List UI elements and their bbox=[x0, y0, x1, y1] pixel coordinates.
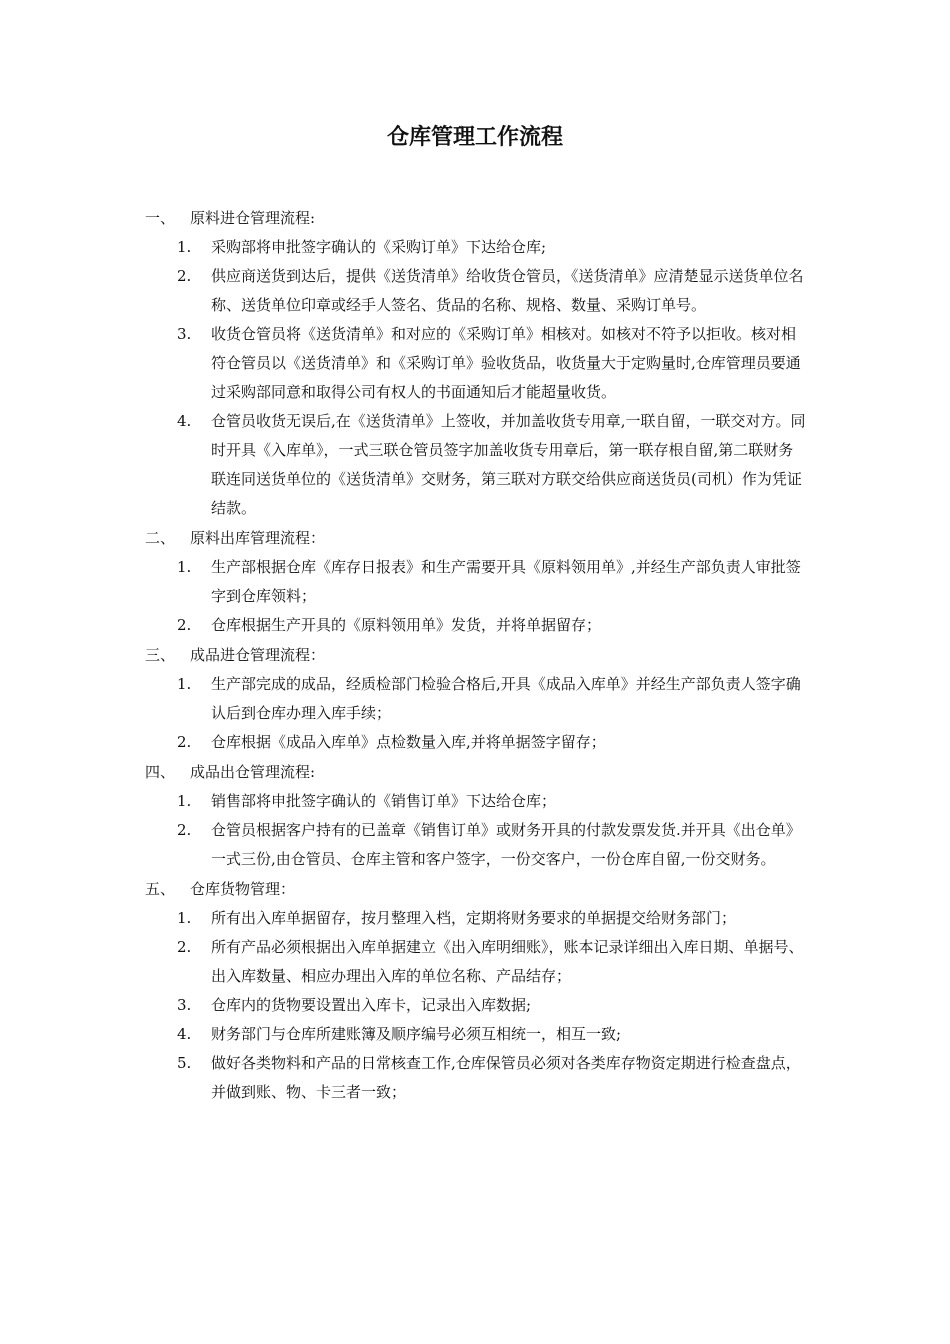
list-item-number: 2. bbox=[177, 616, 192, 634]
section-heading bbox=[0, 203, 950, 233]
list-item bbox=[0, 1049, 950, 1107]
section-1 bbox=[0, 203, 950, 523]
list-item-text: 做好各类物料和产品的日常核查工作,仓库保管员必须对各类库存物资定期进行检查盘点，并做到账、物、卡三者一致； bbox=[211, 1054, 801, 1101]
section-heading bbox=[0, 523, 950, 553]
list-item bbox=[0, 320, 950, 407]
list-item-text: 财务部门与仓库所建账簿及顺序编号必须互相统一，相互一致; bbox=[211, 1025, 622, 1043]
section-number: 一、 bbox=[145, 209, 176, 227]
list-item-text: 收货仓管员将《送货清单》和对应的《采购订单》相核对。如核对不符予以拒收。核对相符仓管员以《送货清单》和《采购订单》验收货品，收货量大于定购量时,仓库管理员要通过采购部同意和取得公司有权人的书面通知后才能超量收货。 bbox=[211, 325, 801, 401]
list-item-number: 2. bbox=[177, 733, 192, 751]
list-item bbox=[0, 233, 950, 262]
section-heading bbox=[0, 874, 950, 904]
list-item-number: 1. bbox=[177, 675, 192, 693]
list-item-number: 2. bbox=[177, 267, 192, 285]
section-number: 五、 bbox=[145, 880, 176, 898]
section-number: 二、 bbox=[145, 529, 176, 547]
section-number: 四、 bbox=[145, 763, 176, 781]
list-item-text: 仓库内的货物要设置出入库卡，记录出入库数据; bbox=[211, 996, 532, 1014]
document-body bbox=[0, 203, 950, 1107]
list-item bbox=[0, 787, 950, 816]
list-item-text: 仓管员根据客户持有的已盖章《销售订单》或财务开具的付款发票发货.并开具《出仓单》一式三份,由仓管员、仓库主管和客户签字，一份交客户，一份仓库自留,一份交财务。 bbox=[211, 821, 801, 868]
section-title: 原料出库管理流程： bbox=[190, 529, 326, 547]
list-item bbox=[0, 262, 950, 320]
list-item-number: 1. bbox=[177, 558, 192, 576]
list-item-number: 4. bbox=[177, 412, 192, 430]
list-item-text: 供应商送货到达后，提供《送货清单》给收货仓管员，《送货清单》应清楚显示送货单位名称、送货单位印章或经手人签名、货品的名称、规格、数量、采购订单号。 bbox=[211, 267, 804, 314]
section-5 bbox=[0, 874, 950, 1107]
list-item-text: 仓库根据生产开具的《原料领用单》发货，并将单据留存； bbox=[211, 616, 602, 634]
section-number: 三、 bbox=[145, 646, 176, 664]
section-title: 仓库货物管理： bbox=[190, 880, 296, 898]
list-item-text: 所有出入库单据留存，按月整理入档，定期将财务要求的单据提交给财务部门； bbox=[211, 909, 737, 927]
list-item-number: 1. bbox=[177, 792, 192, 810]
list-item bbox=[0, 904, 950, 933]
list-item bbox=[0, 1020, 950, 1049]
list-item bbox=[0, 816, 950, 874]
section-3 bbox=[0, 640, 950, 757]
list-item bbox=[0, 407, 950, 523]
section-title: 成品出仓管理流程: bbox=[190, 763, 316, 781]
list-item-number: 1. bbox=[177, 238, 192, 256]
list-item-number: 3. bbox=[177, 325, 192, 343]
list-item-number: 2. bbox=[177, 938, 192, 956]
list-item-text: 销售部将申批签字确认的《销售订单》下达给仓库； bbox=[211, 792, 557, 810]
list-item-number: 2. bbox=[177, 821, 192, 839]
section-title: 原料进仓管理流程: bbox=[190, 209, 316, 227]
list-item bbox=[0, 728, 950, 757]
section-title: 成品进仓管理流程： bbox=[190, 646, 326, 664]
list-item-text: 生产部完成的成品，经质检部门检验合格后,开具《成品入库单》并经生产部负责人签字确认后到仓库办理入库手续； bbox=[211, 675, 801, 722]
list-item-text: 采购部将申批签字确认的《采购订单》下达给仓库; bbox=[211, 238, 547, 256]
list-item-number: 4. bbox=[177, 1025, 192, 1043]
list-item-text: 仓管员收货无误后,在《送货清单》上签收，并加盖收货专用章,一联自留，一联交对方。同时开具《入库单》，一式三联仓管员签字加盖收货专用章后，第一联存根自留,第二联财务联连同送货单位的《送货清单》交财务，第三联对方联交给供应商送货员(司机）作为凭证结款。 bbox=[211, 412, 806, 517]
section-2 bbox=[0, 523, 950, 640]
list-item-number: 3. bbox=[177, 996, 192, 1014]
list-item-text: 仓库根据《成品入库单》点检数量入库,并将单据签字留存； bbox=[211, 733, 606, 751]
list-item bbox=[0, 670, 950, 728]
list-item-number: 1. bbox=[177, 909, 192, 927]
document-title: 仓库管理工作流程 bbox=[386, 125, 563, 150]
list-item bbox=[0, 933, 950, 991]
section-4 bbox=[0, 757, 950, 874]
section-heading bbox=[0, 640, 950, 670]
list-item-text: 生产部根据仓库《库存日报表》和生产需要开具《原料领用单》,并经生产部负责人审批签字到仓库领料； bbox=[211, 558, 801, 605]
list-item bbox=[0, 991, 950, 1020]
section-heading bbox=[0, 757, 950, 787]
list-item bbox=[0, 553, 950, 611]
list-item-number: 5. bbox=[177, 1054, 192, 1072]
list-item-text: 所有产品必须根据出入库单据建立《出入库明细账》，账本记录详细出入库日期、单据号、出入库数量、相应办理出入库的单位名称、产品结存； bbox=[211, 938, 804, 985]
list-item bbox=[0, 611, 950, 640]
